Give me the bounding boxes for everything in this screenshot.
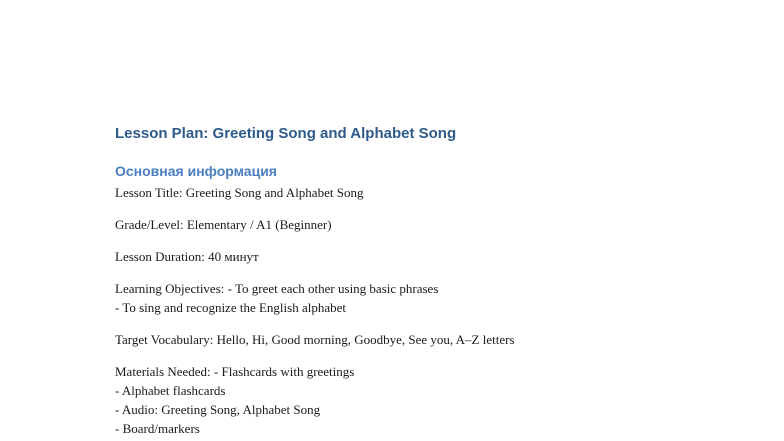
paragraph-line: - Audio: Greeting Song, Alphabet Song	[115, 402, 321, 417]
paragraph-grade-level	[115, 215, 755, 234]
paragraph-line: Lesson Duration: 40 минут	[115, 249, 259, 264]
paragraph-lesson-title	[115, 183, 755, 202]
section-heading: Основная информация	[115, 163, 277, 179]
paragraph-line: Materials Needed: - Flashcards with greetings	[115, 364, 355, 379]
paragraph-target-vocabulary	[115, 330, 755, 349]
paragraph-line: - Board/markers	[115, 421, 200, 436]
paragraph-line: Target Vocabulary: Hello, Hi, Good morning, Goodbye, See you, A–Z letters	[115, 332, 515, 347]
paragraph-lesson-duration	[115, 247, 755, 266]
paragraph-materials-needed	[115, 362, 755, 438]
paragraph-line: Grade/Level: Elementary / A1 (Beginner)	[115, 217, 332, 232]
paragraph-line: - Alphabet flashcards	[115, 383, 226, 398]
paragraph-line: Learning Objectives: - To greet each other using basic phrases	[115, 281, 439, 296]
paragraph-line: - To sing and recognize the English alphabet	[115, 300, 346, 315]
document-body	[115, 124, 755, 441]
document-title: Lesson Plan: Greeting Song and Alphabet Song	[115, 125, 457, 142]
paragraph-learning-objectives	[115, 279, 755, 317]
paragraph-line: Lesson Title: Greeting Song and Alphabet Song	[115, 185, 364, 200]
